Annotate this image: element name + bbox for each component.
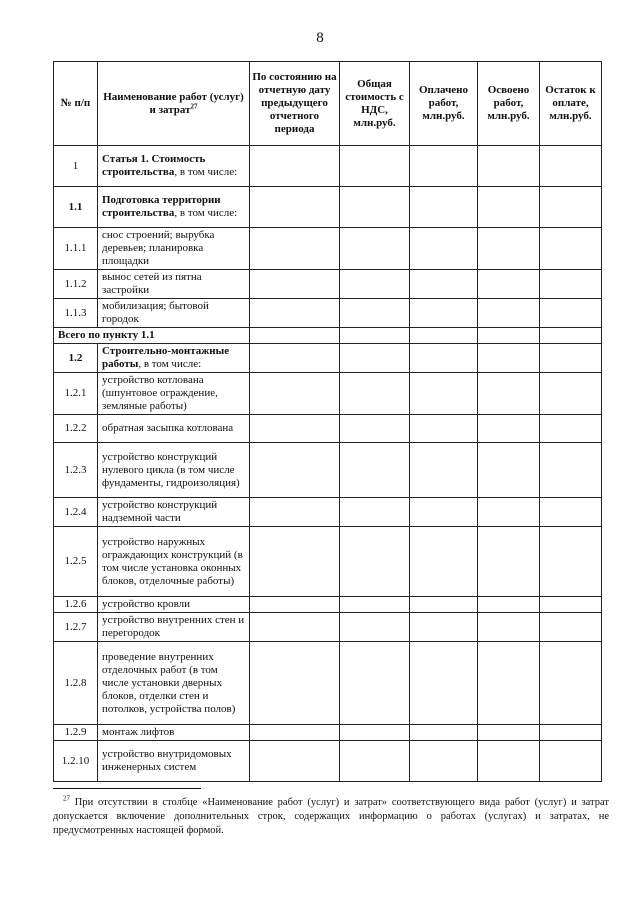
- cell-prev-period[interactable]: [250, 187, 340, 228]
- cell-remaining[interactable]: [540, 344, 602, 373]
- cell-prev-period[interactable]: [250, 415, 340, 443]
- header-prev-period: По состоянию на отчетную дату предыдущего отчетного периода: [250, 62, 340, 146]
- cell-remaining[interactable]: [540, 613, 602, 642]
- cell-total-cost[interactable]: [340, 443, 410, 498]
- cell-prev-period[interactable]: [250, 597, 340, 613]
- table-row: [54, 328, 602, 344]
- cell-total-cost[interactable]: [340, 741, 410, 782]
- cell-prev-period[interactable]: [250, 725, 340, 741]
- row-name: [98, 613, 250, 642]
- cell-prev-period[interactable]: [250, 741, 340, 782]
- row-name-text: устройство внутренних стен и перегородок: [102, 614, 245, 639]
- cell-mastered[interactable]: [478, 613, 540, 642]
- header-total-cost: Общая стоимость с НДС, млн.руб.: [340, 62, 410, 146]
- row-name: [98, 443, 250, 498]
- row-number: 1.2.10: [54, 741, 98, 782]
- table-row: [54, 527, 602, 597]
- row-name-bold: Строительно-монтажные работы: [102, 345, 230, 370]
- table-row: [54, 642, 602, 725]
- row-name-text: устройство кровли: [102, 598, 191, 610]
- table-row: [54, 373, 602, 415]
- cell-remaining[interactable]: [540, 373, 602, 415]
- row-name-text: мобилизация; бытовой городок: [102, 300, 209, 325]
- cell-total-cost[interactable]: [340, 725, 410, 741]
- cell-total-cost[interactable]: [340, 527, 410, 597]
- row-name: [98, 187, 250, 228]
- cell-remaining[interactable]: [540, 299, 602, 328]
- cell-prev-period[interactable]: [250, 498, 340, 527]
- cell-prev-period[interactable]: [250, 443, 340, 498]
- cell-prev-period[interactable]: [250, 270, 340, 299]
- footnote-divider: [53, 788, 201, 789]
- cell-total-cost[interactable]: [340, 613, 410, 642]
- cell-prev-period[interactable]: [250, 228, 340, 270]
- table-row: [54, 299, 602, 328]
- cell-paid[interactable]: [410, 741, 478, 782]
- cell-total-cost[interactable]: [340, 415, 410, 443]
- cell-paid[interactable]: [410, 299, 478, 328]
- cell-prev-period[interactable]: [250, 344, 340, 373]
- cell-total-cost[interactable]: [340, 187, 410, 228]
- cell-paid[interactable]: [410, 270, 478, 299]
- cell-total-cost[interactable]: [340, 642, 410, 725]
- row-name: [98, 146, 250, 187]
- cell-paid[interactable]: [410, 725, 478, 741]
- row-name: [98, 344, 250, 373]
- cell-remaining[interactable]: [540, 498, 602, 527]
- row-name: [98, 741, 250, 782]
- cell-remaining[interactable]: [540, 328, 602, 344]
- cell-mastered[interactable]: [478, 373, 540, 415]
- cell-remaining[interactable]: [540, 443, 602, 498]
- cell-paid[interactable]: [410, 527, 478, 597]
- header-remaining: Остаток к оплате, млн.руб.: [540, 62, 602, 146]
- row-name: [98, 642, 250, 725]
- row-total-label: Всего по пункту 1.1: [54, 328, 250, 344]
- table-row: [54, 597, 602, 613]
- row-name-text: , в том числе:: [174, 207, 238, 219]
- table-body: [54, 146, 602, 782]
- header-num: № п/п: [54, 62, 98, 146]
- cell-mastered[interactable]: [478, 328, 540, 344]
- cell-mastered[interactable]: [478, 498, 540, 527]
- cell-total-cost[interactable]: [340, 270, 410, 299]
- table-row: [54, 741, 602, 782]
- row-name-text: устройство конструкций нулевого цикла (в том числе фундаменты, гидроизоляция): [102, 450, 240, 489]
- table-row: [54, 146, 602, 187]
- cell-prev-period[interactable]: [250, 642, 340, 725]
- row-name-text: снос строений; вырубка деревьев; планировка площадки: [102, 229, 215, 267]
- table-row: [54, 498, 602, 527]
- row-name-text: устройство конструкций надземной части: [102, 499, 218, 524]
- row-number: 1.1.2: [54, 270, 98, 299]
- cell-prev-period[interactable]: [250, 299, 340, 328]
- row-number: 1.2.5: [54, 527, 98, 597]
- row-number: 1.2.7: [54, 613, 98, 642]
- cell-prev-period[interactable]: [250, 527, 340, 597]
- cell-mastered[interactable]: [478, 725, 540, 741]
- cell-prev-period[interactable]: [250, 613, 340, 642]
- row-name: [98, 373, 250, 415]
- page-number: 8: [316, 30, 324, 46]
- cell-mastered[interactable]: [478, 642, 540, 725]
- table-row: [54, 187, 602, 228]
- header-mastered: Освоено работ, млн.руб.: [478, 62, 540, 146]
- row-number: 1.2.2: [54, 415, 98, 443]
- table-row: [54, 725, 602, 741]
- cell-prev-period[interactable]: [250, 146, 340, 187]
- row-number: 1.2.3: [54, 443, 98, 498]
- cell-mastered[interactable]: [478, 299, 540, 328]
- cell-paid[interactable]: [410, 328, 478, 344]
- row-name-text: вынос сетей из пятна застройки: [102, 271, 202, 296]
- cell-remaining[interactable]: [540, 642, 602, 725]
- cell-paid[interactable]: [410, 443, 478, 498]
- row-number: 1.2.6: [54, 597, 98, 613]
- row-number: 1: [54, 146, 98, 187]
- row-name-text: , в том числе:: [138, 358, 202, 370]
- row-number: 1.2.4: [54, 498, 98, 527]
- cell-paid[interactable]: [410, 613, 478, 642]
- cell-mastered[interactable]: [478, 146, 540, 187]
- header-name-footnote-ref: 27: [190, 101, 198, 110]
- works-cost-table: [53, 61, 602, 782]
- table-row: [54, 270, 602, 299]
- row-name: [98, 270, 250, 299]
- row-name-text: устройство внутридомовых инженерных систем: [102, 748, 232, 773]
- cell-mastered[interactable]: [478, 228, 540, 270]
- row-name: [98, 597, 250, 613]
- footnote-marker: 27: [63, 794, 70, 803]
- header-paid: Оплачено работ, млн.руб.: [410, 62, 478, 146]
- footnote: [53, 796, 609, 838]
- row-name: [98, 725, 250, 741]
- cell-total-cost[interactable]: [340, 344, 410, 373]
- row-name-text: , в том числе:: [174, 166, 238, 178]
- cell-mastered[interactable]: [478, 415, 540, 443]
- footnote-text: При отсутствии в столбце «Наименование работ (услуг) и затрат» соответствующего вида работ (услуг) и затрат допускается включение дополнительных строк, содержащих информацию о работах (услугах) и затратах, не предусмотренных настоящей формой.: [53, 797, 610, 836]
- cell-total-cost[interactable]: [340, 146, 410, 187]
- cell-paid[interactable]: [410, 228, 478, 270]
- row-name: [98, 299, 250, 328]
- row-name: [98, 498, 250, 527]
- row-name: [98, 415, 250, 443]
- row-name: [98, 527, 250, 597]
- cell-remaining[interactable]: [540, 187, 602, 228]
- cell-mastered[interactable]: [478, 187, 540, 228]
- cell-total-cost[interactable]: [340, 228, 410, 270]
- row-name-bold: Статья 1. Стоимость строительства: [102, 153, 206, 178]
- cell-mastered[interactable]: [478, 443, 540, 498]
- row-number: 1.1.3: [54, 299, 98, 328]
- row-number: 1.2.8: [54, 642, 98, 725]
- cell-paid[interactable]: [410, 642, 478, 725]
- cell-mastered[interactable]: [478, 597, 540, 613]
- cell-remaining[interactable]: [540, 415, 602, 443]
- row-name-bold: Подготовка территории строительства: [102, 194, 221, 219]
- cell-remaining[interactable]: [540, 725, 602, 741]
- cell-mastered[interactable]: [478, 344, 540, 373]
- row-name-text: обратная засыпка котлована: [102, 422, 234, 434]
- table-header-row: [54, 62, 602, 146]
- table-row: [54, 415, 602, 443]
- cell-remaining[interactable]: [540, 146, 602, 187]
- cell-mastered[interactable]: [478, 270, 540, 299]
- cell-paid[interactable]: [410, 146, 478, 187]
- cell-paid[interactable]: [410, 187, 478, 228]
- table-row: [54, 228, 602, 270]
- table-row: [54, 344, 602, 373]
- cell-total-cost[interactable]: [340, 373, 410, 415]
- cell-mastered[interactable]: [478, 741, 540, 782]
- row-name-text: устройство наружных ограждающих конструкций (в том числе установка оконных блоков, отделочные работы): [102, 535, 243, 587]
- header-name-text: Наименование работ (услуг) и затрат: [103, 90, 244, 116]
- cell-paid[interactable]: [410, 415, 478, 443]
- cell-prev-period[interactable]: [250, 373, 340, 415]
- cell-remaining[interactable]: [540, 741, 602, 782]
- cell-total-cost[interactable]: [340, 597, 410, 613]
- row-name: [98, 228, 250, 270]
- cell-remaining[interactable]: [540, 228, 602, 270]
- cell-total-cost[interactable]: [340, 498, 410, 527]
- cell-total-cost[interactable]: [340, 328, 410, 344]
- cell-remaining[interactable]: [540, 270, 602, 299]
- row-name-text: проведение внутренних отделочных работ (в том числе установки дверных блоков, отделки стен и потолков, устройства полов): [102, 650, 236, 715]
- cell-paid[interactable]: [410, 498, 478, 527]
- row-number: 1.2.1: [54, 373, 98, 415]
- cell-paid[interactable]: [410, 344, 478, 373]
- cell-mastered[interactable]: [478, 527, 540, 597]
- table-row: [54, 443, 602, 498]
- row-name-text: монтаж лифтов: [102, 726, 175, 738]
- cell-prev-period[interactable]: [250, 328, 340, 344]
- cell-paid[interactable]: [410, 597, 478, 613]
- table-row: [54, 613, 602, 642]
- cell-remaining[interactable]: [540, 597, 602, 613]
- row-number: 1.1.1: [54, 228, 98, 270]
- cell-remaining[interactable]: [540, 527, 602, 597]
- cell-total-cost[interactable]: [340, 299, 410, 328]
- row-number: 1.2.9: [54, 725, 98, 741]
- row-name-text: устройство котлована (шпунтовое ограждение, земляные работы): [102, 374, 218, 412]
- cell-paid[interactable]: [410, 373, 478, 415]
- row-number: 1.1: [54, 187, 98, 228]
- header-name: [98, 62, 250, 146]
- row-number: 1.2: [54, 344, 98, 373]
